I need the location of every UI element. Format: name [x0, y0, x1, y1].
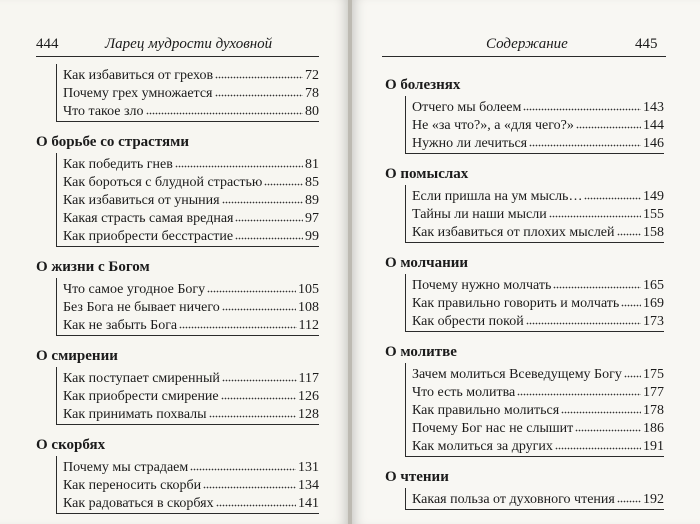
toc-entry — [57, 297, 319, 315]
toc-entry — [57, 315, 319, 333]
toc-entry-page: 141 — [298, 496, 319, 511]
toc-section-entries — [405, 274, 664, 332]
toc-entry — [57, 404, 319, 422]
toc-entry-page: 143 — [643, 100, 664, 115]
toc-entry-page: 134 — [298, 478, 319, 493]
dot-leader — [222, 190, 303, 204]
dot-leader — [179, 315, 296, 329]
dot-leader — [617, 489, 641, 503]
toc-section-heading: О молчании — [385, 255, 469, 271]
toc-entry-title: Как приобрести бесстрастие — [63, 229, 234, 244]
toc-entry-page: 112 — [298, 318, 319, 333]
toc-entry-title: Зачем молиться Всеведущему Богу — [412, 367, 622, 382]
toc-entry-title: Без Бога не бывает ничего — [63, 300, 220, 315]
toc-section-heading: О чтении — [385, 469, 449, 485]
toc-section-heading: О скорбях — [36, 437, 106, 453]
toc-section-entries — [405, 96, 664, 154]
dot-leader — [576, 115, 641, 129]
left-page — [0, 0, 348, 524]
toc-entry-page: 178 — [643, 403, 664, 418]
left-toc — [36, 64, 319, 514]
toc-entry-page: 175 — [643, 367, 664, 382]
right-header-rule — [382, 56, 666, 57]
dot-leader — [575, 418, 641, 432]
toc-entry-title: Как молиться за других — [412, 439, 553, 454]
toc-entry-page: 131 — [298, 460, 319, 475]
toc-entry-title: Что есть молитва — [412, 385, 516, 400]
toc-entry — [57, 172, 319, 190]
toc-entry-page: 128 — [298, 407, 319, 422]
toc-entry-title: Тайны ли наши мысли — [412, 207, 547, 222]
toc-entry-page: 80 — [305, 104, 319, 119]
toc-section — [36, 434, 319, 514]
toc-entry — [406, 133, 664, 151]
toc-entry-title: Какая страсть самая вредная — [63, 211, 234, 226]
left-header-rule — [36, 56, 319, 57]
dot-leader — [549, 204, 641, 218]
toc-entry — [57, 493, 319, 511]
toc-entry — [406, 97, 664, 115]
toc-section-heading: О помыслах — [385, 166, 469, 182]
right-toc — [385, 64, 664, 510]
toc-entry — [406, 400, 664, 418]
toc-section — [36, 345, 319, 425]
toc-entry-page: 72 — [305, 68, 319, 83]
toc-entry — [57, 475, 319, 493]
toc-section-entries — [405, 488, 664, 510]
right-header — [352, 34, 700, 54]
dot-leader — [517, 382, 641, 396]
dot-leader — [526, 311, 641, 325]
toc-entry-page: 78 — [305, 86, 319, 101]
toc-entry — [406, 436, 664, 454]
toc-section — [36, 131, 319, 247]
dot-leader — [221, 386, 296, 400]
toc-entry — [57, 208, 319, 226]
toc-entry — [57, 279, 319, 297]
toc-entry — [57, 386, 319, 404]
dot-leader — [555, 436, 641, 450]
toc-section-entries — [405, 185, 664, 243]
toc-entry-page: 155 — [643, 207, 664, 222]
toc-entry-title: Почему нужно молчать — [412, 278, 552, 293]
toc-entry — [57, 83, 319, 101]
dot-leader — [621, 293, 641, 307]
toc-entry-page: 177 — [643, 385, 664, 400]
dot-leader — [235, 226, 303, 240]
toc-section-entries — [56, 367, 319, 425]
toc-entry-title: Как бороться с блудной страстью — [63, 175, 263, 190]
dot-leader — [215, 65, 303, 79]
toc-entry — [57, 226, 319, 244]
toc-entry-page: 186 — [643, 421, 664, 436]
dot-leader — [553, 275, 641, 289]
toc-entry-page: 99 — [305, 229, 319, 244]
toc-entry — [57, 154, 319, 172]
toc-entry — [406, 311, 664, 329]
toc-entry-page: 146 — [643, 136, 664, 151]
toc-entry-title: Нужно ли лечиться — [412, 136, 528, 151]
dot-leader — [207, 279, 296, 293]
dot-leader — [216, 493, 296, 507]
toc-entry-page: 169 — [643, 296, 664, 311]
toc-section-entries — [405, 363, 664, 457]
toc-entry — [57, 457, 319, 475]
toc-entry — [57, 190, 319, 208]
toc-entry-title: Почему мы страдаем — [63, 460, 189, 475]
toc-section — [385, 252, 664, 332]
toc-section-continued — [56, 64, 319, 122]
toc-entry — [406, 275, 664, 293]
toc-section — [36, 256, 319, 336]
right-running-title: Содержание — [486, 36, 568, 52]
toc-entry-title: Не «за что?», а «для чего?» — [412, 118, 574, 133]
right-page-number: 445 — [635, 36, 658, 52]
toc-entry-page: 97 — [305, 211, 319, 226]
toc-section-heading: О борьбе со страстями — [36, 134, 189, 150]
toc-entry-page: 165 — [643, 278, 664, 293]
toc-entry — [406, 204, 664, 222]
dot-leader — [222, 368, 297, 382]
toc-entry — [406, 418, 664, 436]
toc-entry-page: 191 — [643, 439, 664, 454]
toc-section-heading: О смирении — [36, 348, 118, 364]
dot-leader — [203, 475, 296, 489]
toc-entry-title: Что такое зло — [63, 104, 144, 119]
dot-leader — [561, 400, 641, 414]
dot-leader — [222, 297, 296, 311]
toc-entry — [57, 65, 319, 83]
toc-section-entries — [56, 278, 319, 336]
dot-leader — [584, 186, 641, 200]
dot-leader — [264, 172, 303, 186]
dot-leader — [624, 364, 641, 378]
toc-entry-title: Если пришла на ум мысль… — [412, 189, 583, 204]
toc-entry-title: Что самое угодное Богу — [63, 282, 206, 297]
toc-section-heading: О молитве — [385, 344, 457, 360]
toc-entry-title: Какая польза от духовного чтения — [412, 492, 615, 507]
toc-entry-page: 192 — [643, 492, 664, 507]
toc-entry-title: Как не забыть Бога — [63, 318, 178, 333]
toc-entry-title: Как избавиться от плохих мыслей — [412, 225, 615, 240]
toc-entry-title: Как избавиться от грехов — [63, 68, 214, 83]
toc-section-entries — [56, 153, 319, 247]
toc-entry-page: 117 — [298, 371, 319, 386]
toc-entry — [406, 222, 664, 240]
toc-entry-page: 85 — [305, 175, 319, 190]
right-page — [352, 0, 700, 524]
dot-leader — [529, 133, 641, 147]
toc-entry-title: Как избавиться от уныния — [63, 193, 220, 208]
toc-section — [385, 466, 664, 510]
left-page-number: 444 — [36, 36, 59, 52]
toc-entry-title: Как переносить скорби — [63, 478, 202, 493]
toc-entry-title: Как поступает смиренный — [63, 371, 220, 386]
toc-entry — [406, 489, 664, 507]
dot-leader — [209, 404, 296, 418]
toc-entry-page: 105 — [298, 282, 319, 297]
left-header — [0, 34, 348, 54]
dot-leader — [523, 97, 641, 111]
toc-entry-title: Как правильно молиться — [412, 403, 560, 418]
dot-leader — [617, 222, 641, 236]
left-running-title: Ларец мудрости духовной — [105, 36, 273, 52]
toc-entry-title: Как правильно говорить и молчать — [412, 296, 620, 311]
toc-section — [385, 341, 664, 457]
toc-entry-title: Почему грех умножается — [63, 86, 213, 101]
toc-section-entries — [56, 456, 319, 514]
toc-entry — [406, 186, 664, 204]
toc-entry-title: Как радоваться в скорбях — [63, 496, 214, 511]
toc-entry — [406, 382, 664, 400]
toc-entry-page: 173 — [643, 314, 664, 329]
dot-leader — [146, 101, 303, 115]
toc-entry — [406, 115, 664, 133]
toc-entry — [57, 368, 319, 386]
toc-entry — [406, 364, 664, 382]
toc-section — [385, 74, 664, 154]
toc-entry-page: 144 — [643, 118, 664, 133]
toc-section-heading: О болезнях — [385, 77, 461, 93]
toc-entry-page: 81 — [305, 157, 319, 172]
toc-entry-page: 126 — [298, 389, 319, 404]
toc-entry-title: Почему Бог нас не слышит — [412, 421, 574, 436]
toc-entry-title: Отчего мы болеем — [412, 100, 522, 115]
dot-leader — [215, 83, 304, 97]
toc-entry-title: Как обрести покой — [412, 314, 524, 329]
dot-leader — [235, 208, 303, 222]
toc-entry-title: Как приобрести смирение — [63, 389, 219, 404]
toc-entry — [57, 101, 319, 119]
toc-section — [385, 163, 664, 243]
toc-entry-page: 108 — [298, 300, 319, 315]
toc-entry-page: 149 — [643, 189, 664, 204]
toc-section-heading: О жизни с Богом — [36, 259, 150, 275]
toc-entry-title: Как принимать похвалы — [63, 407, 207, 422]
toc-entry-title: Как победить гнев — [63, 157, 173, 172]
dot-leader — [175, 154, 303, 168]
toc-entry — [406, 293, 664, 311]
dot-leader — [190, 457, 296, 471]
toc-entry-page: 158 — [643, 225, 664, 240]
toc-entry-page: 89 — [305, 193, 319, 208]
